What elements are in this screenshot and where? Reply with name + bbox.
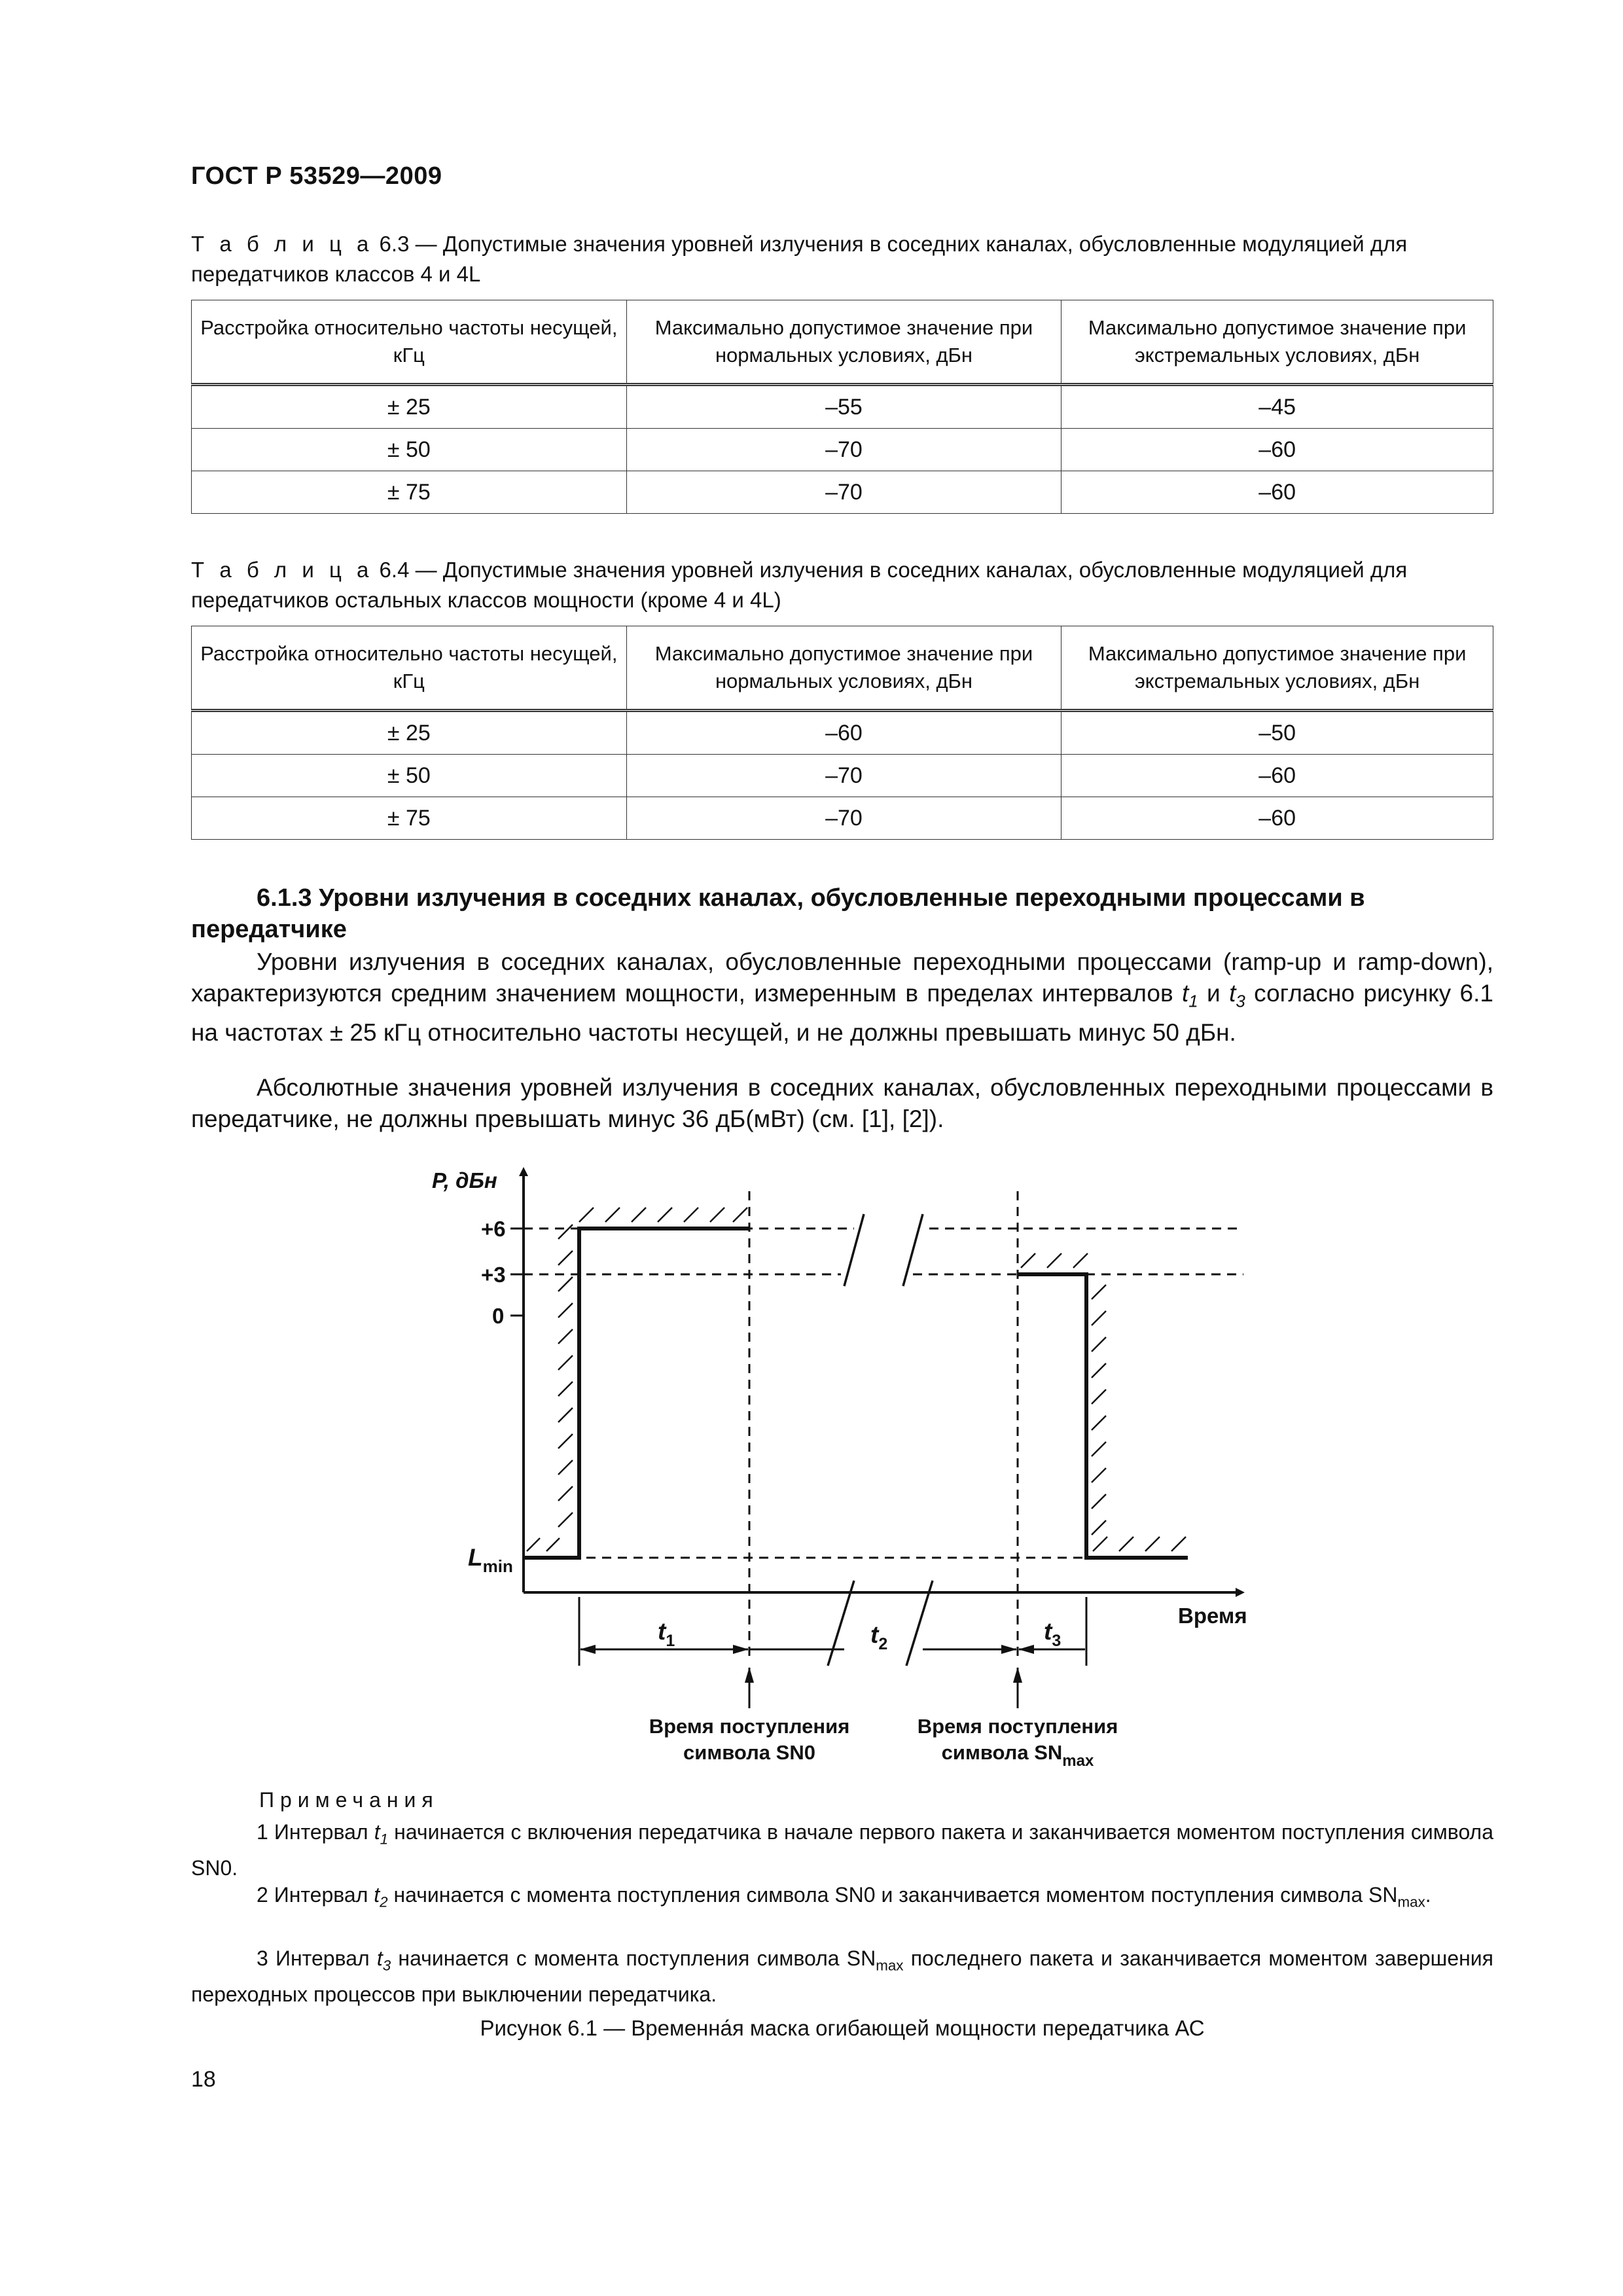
t3-label: $t_3$	[1044, 1618, 1061, 1650]
document-header: ГОСТ Р 53529—2009	[191, 162, 442, 190]
table-label: Т а б л и ц а	[191, 558, 374, 582]
notes-title: Примечания	[259, 1788, 439, 1812]
tick-label-zero: 0	[492, 1304, 505, 1328]
tick-label-plus6: +6	[481, 1217, 506, 1241]
tick-label-plus3: +3	[481, 1263, 506, 1287]
figure-caption: Рисунок 6.1 — Временна́я маска огибающей мощности передатчика АС	[480, 2016, 1205, 2040]
table-cell: ± 50	[192, 755, 627, 797]
note-1: 1 Интервал $t_1$ начинается с включения передатчика в начале первого пакета и заканчивается моментом поступления символа SN0.	[191, 1820, 1493, 1880]
ramp-down-mask	[1018, 1274, 1188, 1558]
table-cell: ± 75	[192, 797, 627, 840]
section-heading: 6.1.3 Уровни излучения в соседних каналах, обусловленные переходными процессами в передатчике	[191, 884, 1365, 943]
paragraph-text: согласно рисунку 6.1 на частотах ± 25 кГц относительно частоты несущей, и не должны превышать минус 50 дБн.	[191, 980, 1493, 1047]
t3-symbol: $t_3$	[1229, 980, 1245, 1011]
note-2: 2 Интервал $t_2$ начинается с момента поступления символа SN0 и заканчивается моментом поступления символа $SN_{max}$.	[257, 1883, 1431, 1910]
column-header: Максимально допустимое значение при нормальных условиях, дБн	[626, 626, 1061, 711]
snmax-caption-line2: символа $SN_{max}$	[941, 1741, 1094, 1770]
column-header: Максимально допустимое значение при нормальных условиях, дБн	[626, 300, 1061, 385]
table-cell: ± 75	[192, 471, 627, 514]
table-cell: –70	[626, 429, 1061, 471]
snmax-caption-line1: Время поступления	[917, 1715, 1118, 1738]
table-caption-text: 6.4 — Допустимые значения уровней излучения в соседних каналах, обусловленные модуляцией для передатчиков остальных классов мощности (кроме 4 и 4L)	[191, 558, 1408, 612]
lmin-label: $L_{min}$	[468, 1544, 513, 1576]
paragraph-text: и	[1198, 980, 1230, 1007]
table-cell: –50	[1061, 711, 1493, 755]
table-cell: –55	[626, 385, 1061, 429]
break-marks	[828, 1214, 933, 1666]
table-cell: –60	[1061, 429, 1493, 471]
table-cell: –70	[626, 471, 1061, 514]
table-cell: –60	[1061, 471, 1493, 514]
ramp-up-mask	[524, 1229, 749, 1558]
column-header: Максимально допустимое значение при экстремальных условиях, дБн	[1061, 626, 1493, 711]
t1-label: $t_1$	[658, 1618, 675, 1650]
table-cell: ± 25	[192, 385, 627, 429]
y-axis-label: P, дБн	[432, 1168, 497, 1193]
x-axis-label: Время	[1178, 1604, 1247, 1628]
table-cell: ± 50	[192, 429, 627, 471]
t1-symbol: $t_1$	[1181, 980, 1198, 1011]
table-cell: –60	[1061, 755, 1493, 797]
sn0-caption-line2: символа SN0	[683, 1741, 815, 1764]
table-cell: –70	[626, 797, 1061, 840]
column-header: Расстройка относительно частоты несущей, кГц	[192, 300, 627, 385]
column-header: Расстройка относительно частоты несущей, кГц	[192, 626, 627, 711]
table-label: Т а б л и ц а	[191, 232, 374, 256]
table-cell: –60	[1061, 797, 1493, 840]
table-cell: –60	[626, 711, 1061, 755]
table-caption-text: 6.3 — Допустимые значения уровней излучения в соседних каналах, обусловленные модуляцией для передатчиков классов 4 и 4L	[191, 232, 1408, 286]
t2-label: $t_2$	[870, 1621, 888, 1653]
table-cell: –45	[1061, 385, 1493, 429]
paragraph-2: Абсолютные значения уровней излучения в соседних каналах, обусловленных переходными процессами в передатчике, не должны превышать минус 36 дБ(мВт) (см. [1], [2]).	[191, 1074, 1493, 1132]
page-number: 18	[191, 2067, 216, 2092]
column-header: Максимально допустимое значение при экстремальных условиях, дБн	[1061, 300, 1493, 385]
table-cell: ± 25	[192, 711, 627, 755]
table-cell: –70	[626, 755, 1061, 797]
sn0-caption-line1: Время поступления	[649, 1715, 850, 1738]
note-3: 3 Интервал $t_3$ начинается с момента поступления символа $SN_{max}$ последнего пакета и заканчивается моментом завершения переходных процессов при выключении передатчика.	[191, 1946, 1494, 2007]
paragraph-text: Уровни излучения в соседних каналах, обусловленные переходными процессами (ramp-up и ramp-down), характеризуются средним значением мощности, измеренным в пределах интервалов	[191, 948, 1493, 1007]
